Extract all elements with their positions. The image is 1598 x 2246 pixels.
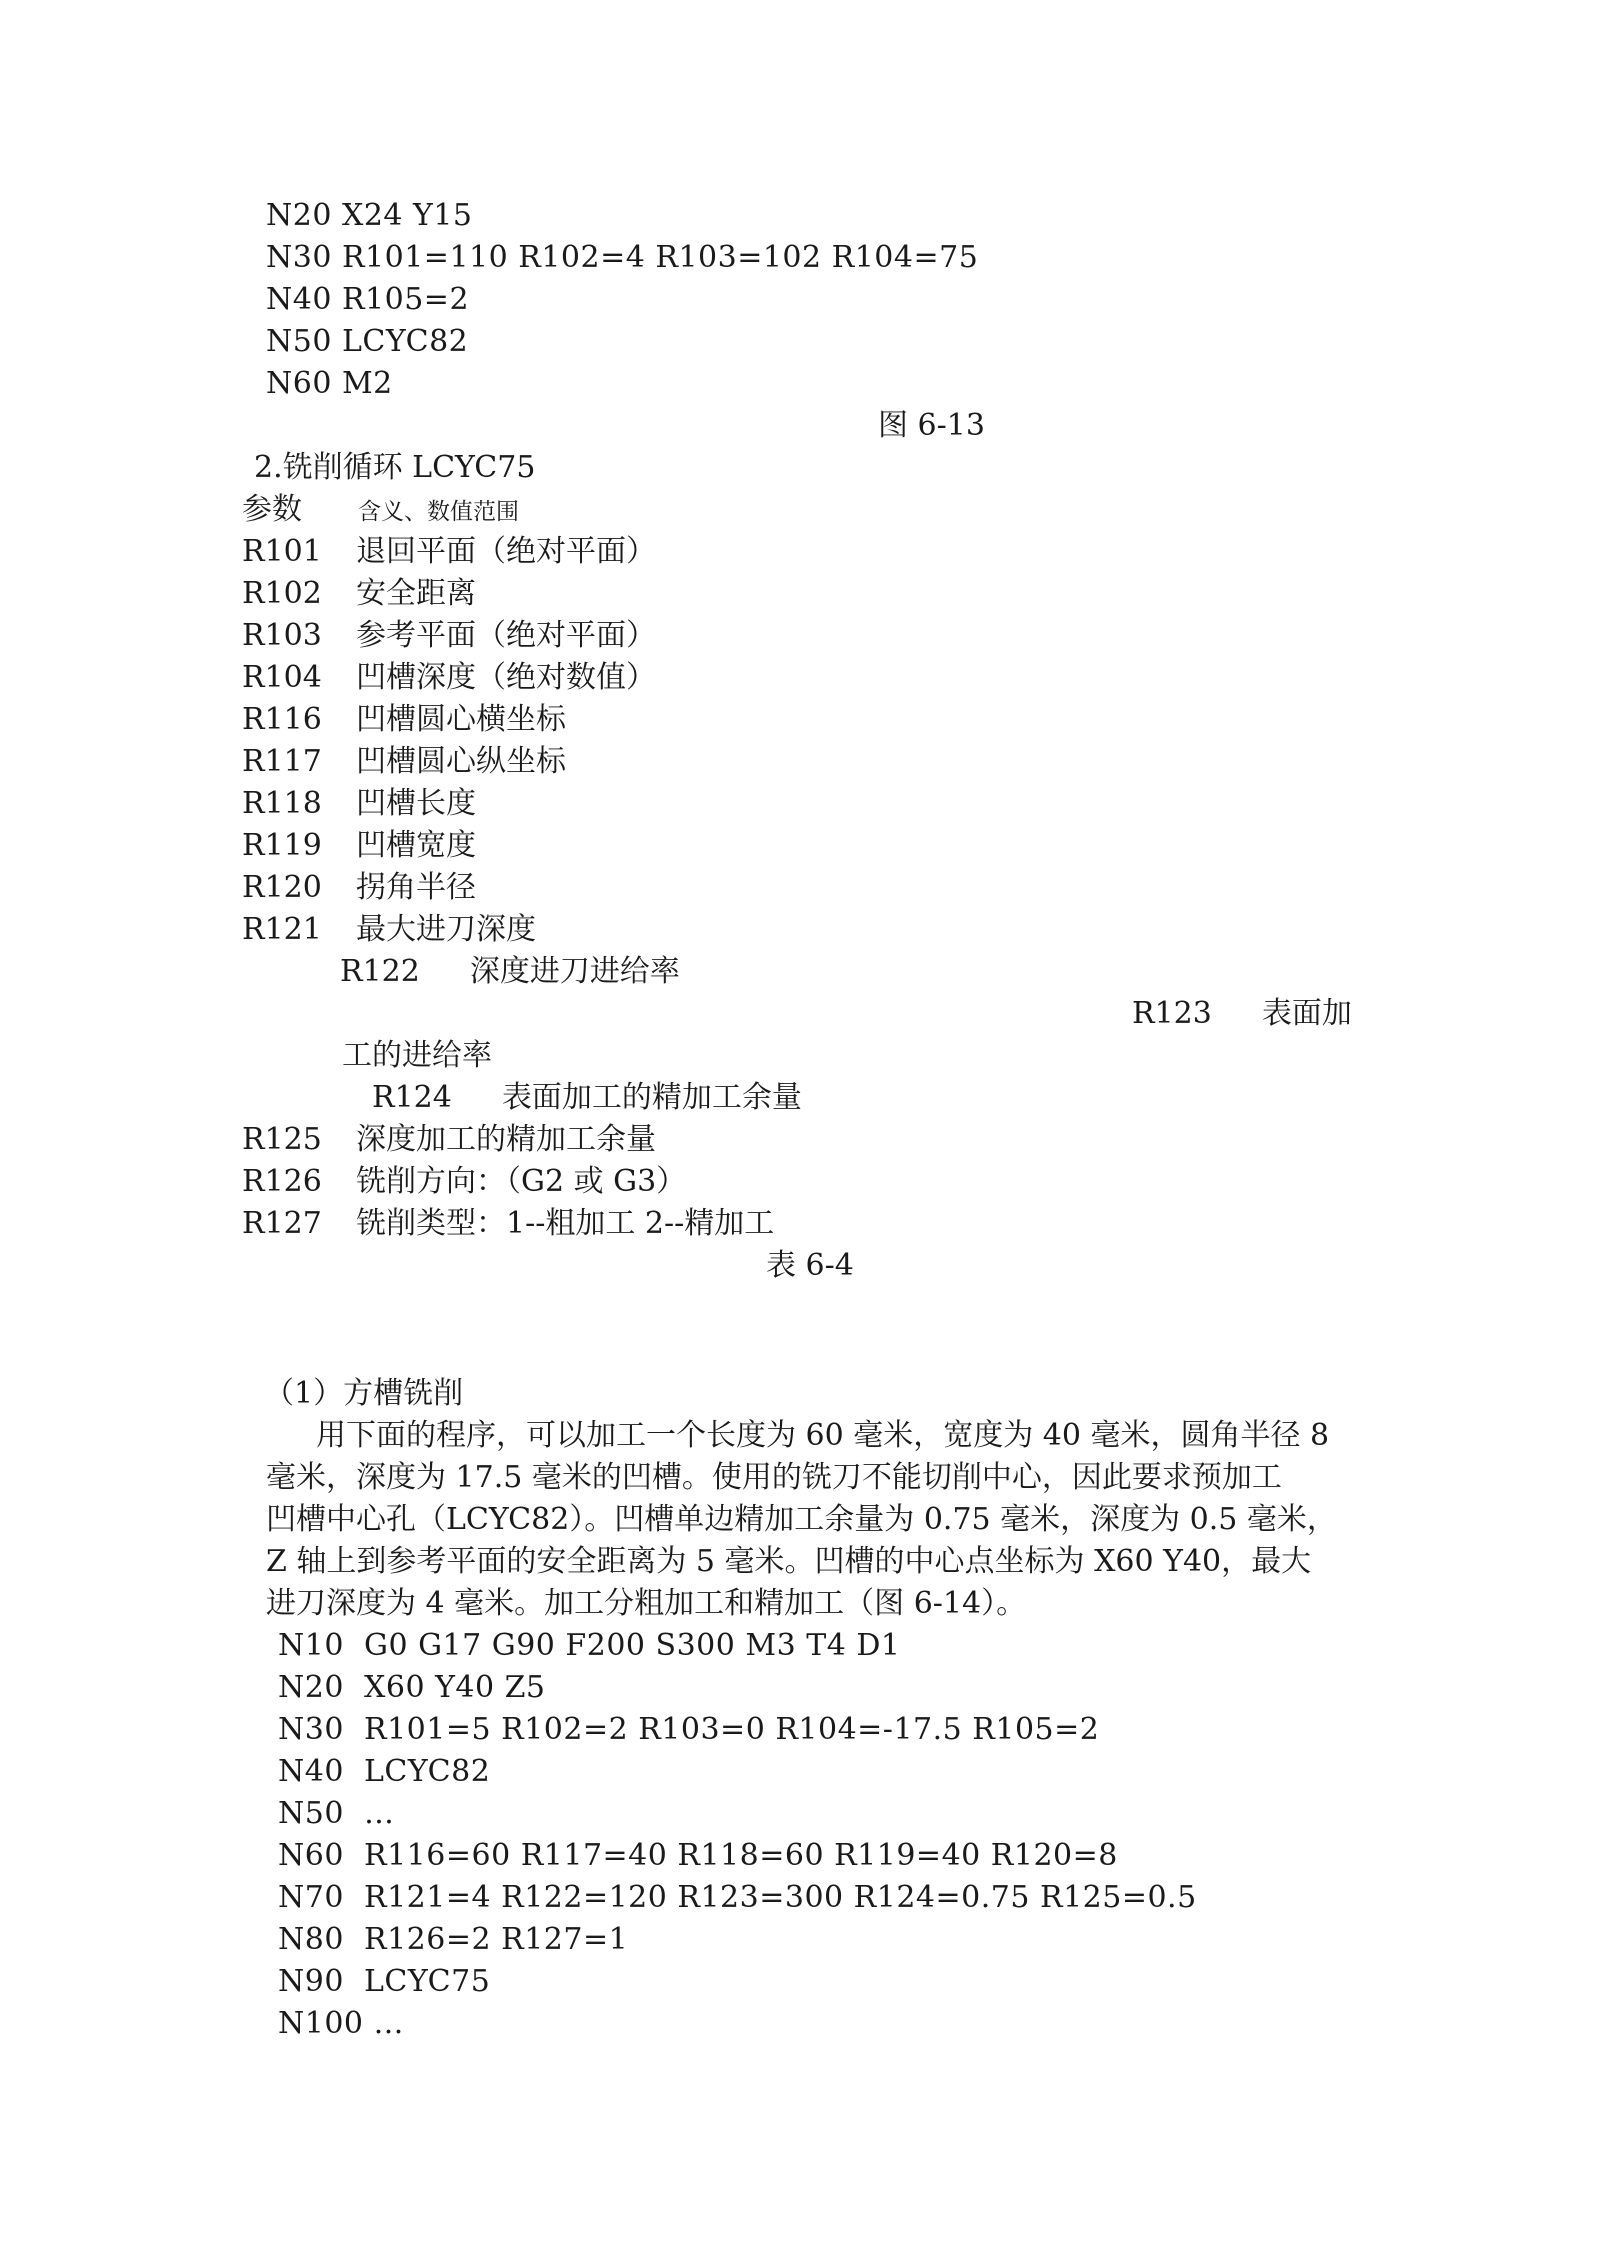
param-desc-part1: 表面加: [1261, 996, 1352, 1031]
paragraph-line: 进刀深度为 4 毫米。加工分粗加工和精加工（图 6-14）。: [266, 1586, 1027, 1621]
param-key: R118: [242, 786, 322, 821]
param-key: R116: [242, 702, 322, 737]
param-row: [242, 1120, 656, 1160]
param-desc: 参考平面（绝对平面）: [356, 618, 656, 653]
param-desc: 凹槽宽度: [356, 828, 476, 863]
param-desc: 表面加工的精加工余量: [501, 1080, 802, 1115]
param-table-header: [242, 490, 519, 532]
paragraph-line: 凹槽中心孔（LCYC82）。凹槽单边精加工余量为 0.75 毫米，深度为 0.5 毫米，: [266, 1502, 1337, 1537]
param-row: [242, 532, 656, 572]
code-line: N70 R121=4 R122=120 R123=300 R124=0.75 R125=0.5: [278, 1880, 1197, 1915]
param-row-r123: [1132, 994, 1352, 1034]
paragraph-line: Z 轴上到参考平面的安全距离为 5 毫米。凹槽的中心点坐标为 X60 Y40，最大: [266, 1544, 1312, 1579]
param-desc: 深度进刀进给率: [469, 954, 680, 989]
param-key: R127: [242, 1206, 322, 1241]
param-key: R121: [242, 912, 322, 947]
param-row: [242, 910, 536, 950]
code-line: N60 R116=60 R117=40 R118=60 R119=40 R120=8: [278, 1838, 1118, 1873]
param-key: R119: [242, 828, 322, 863]
code-line: N60 M2: [266, 366, 393, 401]
param-key: R102: [242, 576, 322, 611]
code-line: N30 R101=5 R102=2 R103=0 R104=-17.5 R105=2: [278, 1712, 1100, 1747]
subsection-heading: （1）方槽铣削: [264, 1376, 464, 1411]
section-heading: 2.铣削循环 LCYC75: [254, 450, 536, 485]
code-line: N100 …: [278, 2006, 405, 2041]
paragraph-line: 用下面的程序，可以加工一个长度为 60 毫米，宽度为 40 毫米，圆角半径 8: [316, 1418, 1330, 1453]
meaning-header-label: 含义、数值范围: [358, 499, 519, 525]
param-row: [242, 616, 656, 656]
param-key: R124: [372, 1080, 452, 1115]
param-key: R103: [242, 618, 322, 653]
figure-caption: 图 6-13: [878, 408, 985, 443]
param-key: R101: [242, 534, 322, 569]
param-desc: 拐角半径: [356, 870, 476, 905]
code-line: N10 G0 G17 G90 F200 S300 M3 T4 D1: [278, 1628, 901, 1663]
param-row-r124: [372, 1078, 802, 1118]
code-line: N30 R101=110 R102=4 R103=102 R104=75: [266, 240, 979, 275]
param-header-label: 参数: [242, 492, 302, 527]
param-row: [242, 868, 476, 908]
param-key: R122: [340, 954, 420, 989]
param-desc: 凹槽长度: [356, 786, 476, 821]
param-desc: 最大进刀深度: [356, 912, 536, 947]
param-row: [242, 826, 476, 866]
param-desc: 退回平面（绝对平面）: [356, 534, 656, 569]
code-line: N20 X60 Y40 Z5: [278, 1670, 546, 1705]
param-row: [242, 700, 566, 740]
param-row: [242, 742, 566, 782]
param-desc: 铣削方向：（G2 或 G3）: [356, 1164, 687, 1199]
code-line: N40 R105=2: [266, 282, 470, 317]
param-key: R125: [242, 1122, 322, 1157]
code-line: N50 LCYC82: [266, 324, 469, 359]
param-desc-part2: 工的进给率: [342, 1038, 492, 1073]
code-line: N40 LCYC82: [278, 1754, 491, 1789]
param-desc: 铣削类型：1--粗加工 2--精加工: [356, 1206, 775, 1241]
code-line: N20 X24 Y15: [266, 198, 473, 233]
param-key: R120: [242, 870, 322, 905]
param-desc: 凹槽深度（绝对数值）: [356, 660, 656, 695]
code-line: N80 R126=2 R127=1: [278, 1922, 629, 1957]
param-key: R104: [242, 660, 322, 695]
param-row: [242, 658, 656, 698]
param-row: [242, 1204, 774, 1244]
param-row: [242, 574, 476, 614]
param-key: R123: [1132, 996, 1212, 1031]
paragraph-line: 毫米，深度为 17.5 毫米的凹槽。使用的铣刀不能切削中心，因此要求预加工: [266, 1460, 1282, 1495]
param-key: R126: [242, 1164, 322, 1199]
param-row: [242, 784, 476, 824]
param-key: R117: [242, 744, 322, 779]
param-row: [242, 1162, 686, 1202]
param-desc: 安全距离: [356, 576, 476, 611]
param-desc: 凹槽圆心横坐标: [356, 702, 566, 737]
table-caption: 表 6-4: [766, 1248, 854, 1283]
param-row-r122: [340, 952, 680, 992]
param-desc: 凹槽圆心纵坐标: [356, 744, 566, 779]
code-line: N50 …: [278, 1796, 395, 1831]
code-line: N90 LCYC75: [278, 1964, 491, 1999]
param-desc: 深度加工的精加工余量: [356, 1122, 656, 1157]
